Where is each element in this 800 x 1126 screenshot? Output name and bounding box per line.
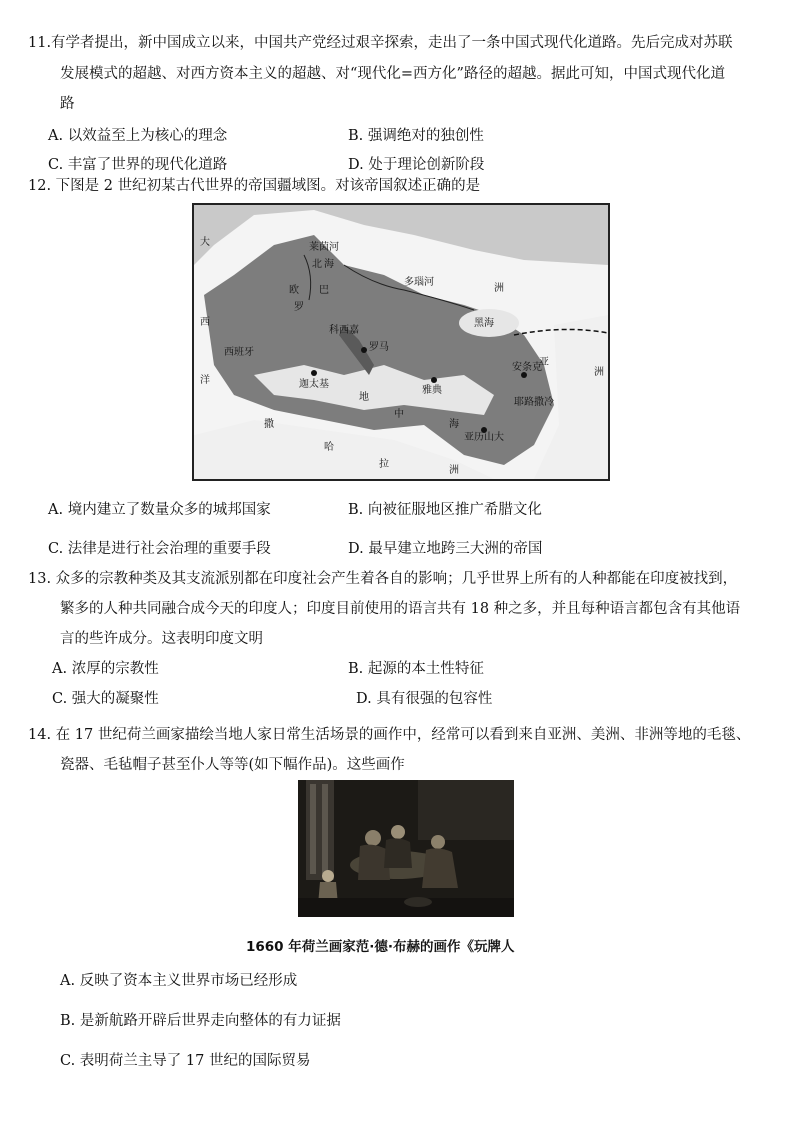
map-label-hai-n: 海 (324, 259, 334, 270)
map-label-zhou-as: 洲 (594, 367, 604, 378)
map-label-antioch: 安条克 (512, 362, 542, 373)
q12-option-b[interactable]: B. 向被征服地区推广希腊文化 (348, 502, 542, 518)
q13-option-c[interactable]: C. 强大的凝聚性 (52, 691, 159, 707)
map-label-athens: 雅典 (422, 385, 442, 396)
q13-stem-line1: 13. 众多的宗教种类及其支流派别都在印度社会产生着各自的影响；几乎世界上所有的人种都能在印度被找到， (28, 571, 738, 587)
q11-option-d[interactable]: D. 处于理论创新阶段 (348, 157, 485, 173)
painting-svg (298, 780, 514, 917)
q11-option-c[interactable]: C. 丰富了世界的现代化道路 (48, 157, 228, 173)
card-players-painting (298, 780, 514, 917)
q13-option-a[interactable]: A. 浓厚的宗教性 (52, 661, 159, 677)
q11-option-b[interactable]: B. 强调绝对的独创性 (348, 128, 484, 144)
map-label-yang: 洋 (200, 375, 210, 386)
q11-stem-line2: 发展模式的超越、对西方资本主义的超越、对“现代化=西方化”路径的超越。据此可知，中国式现代化道 (60, 66, 725, 82)
q12-option-c[interactable]: C. 法律是进行社会治理的重要手段 (48, 541, 271, 557)
map-label-rome: 罗马 (369, 342, 389, 353)
map-label-jerusalem: 耶路撒冷 (514, 397, 554, 408)
map-label-sa: 撒 (264, 419, 274, 430)
map-label-hispania: 西班牙 (224, 347, 254, 358)
q14-stem-line1: 14. 在 17 世纪荷兰画家描绘当地人家日常生活场景的画作中，经常可以看到来自亚洲、美洲、非洲等地的毛毯、 (28, 727, 751, 743)
map-label-zhou-eu: 洲 (494, 283, 504, 294)
q14-option-c[interactable]: C. 表明荷兰主导了 17 世纪的国际贸易 (60, 1053, 311, 1069)
q13-option-b[interactable]: B. 起源的本土性特征 (348, 661, 484, 677)
map-label-corsica: 科西嘉 (329, 325, 359, 336)
map-label-hai-m: 海 (449, 419, 459, 430)
map-label-la: 拉 (379, 459, 389, 470)
map-label-bei: 北 (312, 259, 322, 270)
map-label-ou: 欧 (289, 285, 299, 296)
q11-stem-line1: 11.有学者提出，新中国成立以来，中国共产党经过艰辛探索，走出了一条中国式现代化道路。先后完成对苏联 (28, 35, 733, 51)
map-label-luo: 罗 (294, 302, 304, 313)
q14-option-b[interactable]: B. 是新航路开辟后世界走向整体的有力证据 (60, 1013, 341, 1029)
q12-option-a[interactable]: A. 境内建立了数量众多的城邦国家 (48, 502, 271, 518)
map-label-carthage: 迦太基 (299, 379, 329, 390)
q12-option-d[interactable]: D. 最早建立地跨三大洲的帝国 (348, 541, 543, 557)
map-label-zhong: 中 (394, 409, 404, 420)
map-label-da: 大 (200, 237, 210, 248)
roman-empire-map (192, 203, 610, 481)
q12-stem: 12. 下图是 2 世纪初某古代世界的帝国疆域图。对该帝国叙述正确的是 (28, 178, 481, 194)
map-label-danube: 多瑙河 (404, 277, 434, 288)
map-label-ha: 哈 (324, 442, 334, 453)
map-label-rhine: 莱茵河 (309, 242, 339, 253)
map-svg (194, 205, 608, 479)
map-label-heihai: 黑海 (474, 318, 494, 329)
map-label-alexandria: 亚历山大 (464, 432, 504, 443)
map-label-ya: 亚 (539, 357, 549, 368)
q13-stem-line2: 繁多的人种共同融合成今天的印度人；印度目前使用的语言共有 18 种之多，并且每种语言都包含有其他语 (60, 601, 741, 617)
q14-stem-line2: 瓷器、毛毡帽子甚至仆人等等(如下幅作品)。这些画作 (60, 757, 405, 773)
q13-option-d[interactable]: D. 具有很强的包容性 (356, 691, 493, 707)
q13-stem-line3: 言的些许成分。这表明印度文明 (60, 631, 263, 647)
map-label-di: 地 (359, 392, 369, 403)
map-label-pa: 巴 (319, 285, 329, 296)
map-label-xi: 西 (200, 317, 210, 328)
map-label-zhou-af: 洲 (449, 465, 459, 476)
painting-caption: 1660 年荷兰画家范·德·布赫的画作《玩牌人 (246, 939, 515, 955)
q11-option-a[interactable]: A. 以效益至上为核心的理念 (48, 128, 228, 144)
q11-stem-line3: 路 (60, 96, 75, 112)
q14-option-a[interactable]: A. 反映了资本主义世界市场已经形成 (60, 973, 298, 989)
